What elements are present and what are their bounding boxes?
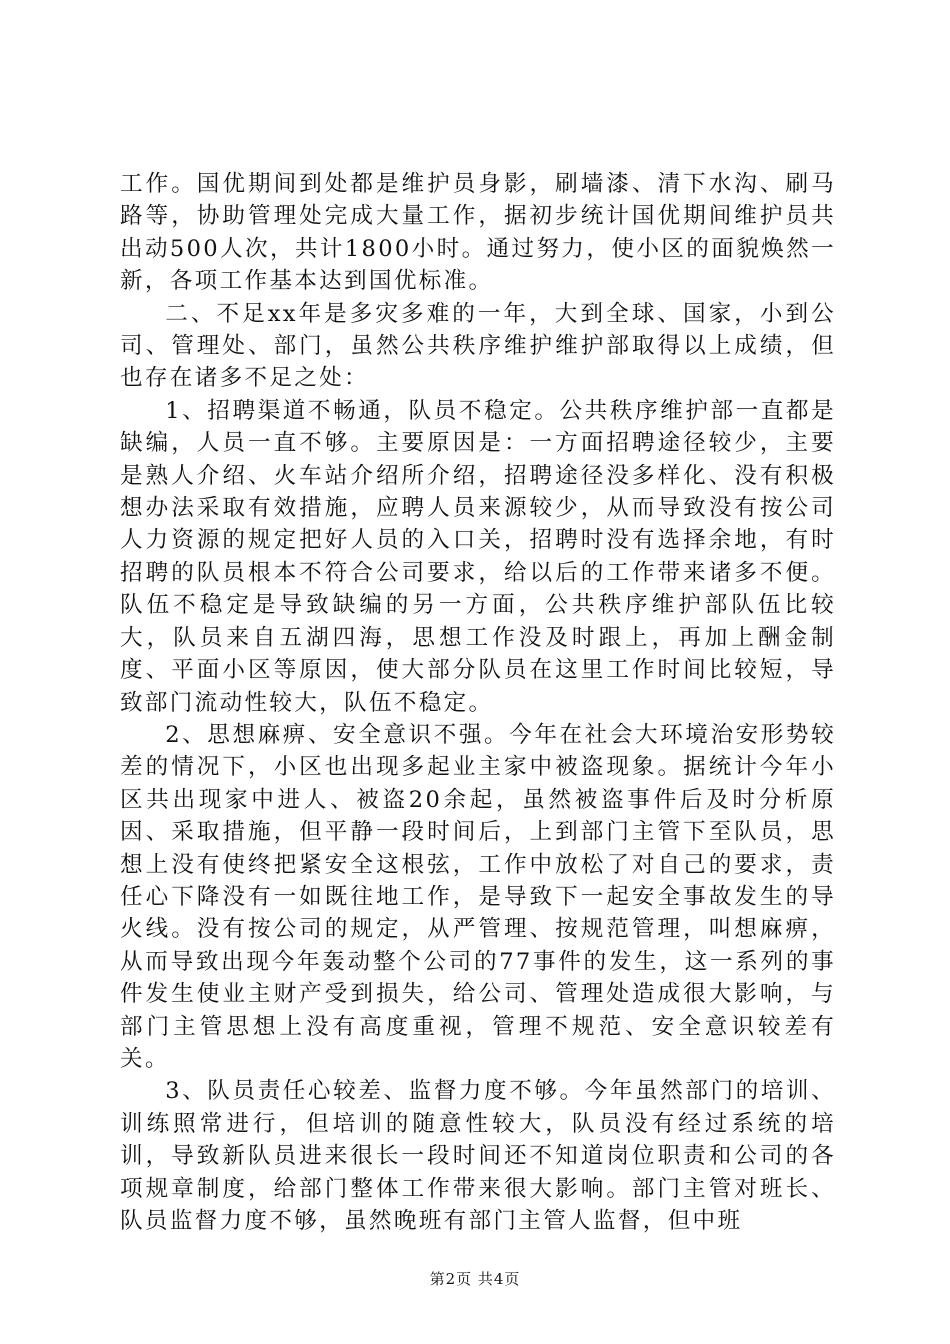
document-body — [120, 168, 836, 1237]
paragraph-recruitment: 1、招聘渠道不畅通，队员不稳定。公共秩序维护部一直都是缺编，人员一直不够。主要原因是：一方面招聘途径较少，主要是熟人介绍、火车站介绍所介绍，招聘途径没多样化、没有积极想办法采取有效措施，应聘人员来源较少，从而导致没有按公司人力资源的规定把好人员的入口关，招聘时没有选择余地，有时招聘的队员根本不符合公司要求，给以后的工作带来诸多不便。队伍不稳定是导致缺编的另一方面，公共秩序维护部队伍比较大，队员来自五湖四海，思想工作没及时跟上，再加上酬金制度、平面小区等原因，使大部分队员在这里工作时间比较短，导致部门流动性较大，队伍不稳定。 — [120, 397, 836, 716]
paragraph-responsibility: 3、队员责任心较差、监督力度不够。今年虽然部门的培训、训练照常进行，但培训的随意性较大，队员没有经过系统的培训，导致新队员进来很长一段时间还不知道岗位职责和公司的各项规章制度，给部门整体工作带来很大影响。部门主管对班长、队员监督力度不够，虽然晚班有部门主管人监督，但中班 — [120, 1078, 836, 1234]
paragraph-shortcomings-intro: 二、不足xx年是多灾多难的一年，大到全球、国家，小到公司、管理处、部门，虽然公共秩序维护维护部取得以上成绩，但也存在诸多不足之处： — [120, 300, 836, 392]
page-footer: 第2页 共4页 — [429, 1270, 521, 1288]
paragraph-safety-awareness: 2、思想麻痹、安全意识不强。今年在社会大环境治安形势较差的情况下，小区也出现多起业主家中被盗现象。据统计今年小区共出现家中进人、被盗20余起，虽然被盗事件后及时分析原因、采取措施，但平静一段时间后，上到部门主管下至队员，思想上没有使终把紧安全这根弦，工作中放松了对自己的要求，责任心下降没有一如既往地工作，是导致下一起安全事故发生的导火线。没有按公司的规定，从严管理、按规范管理，叫想麻痹，从而导致出现今年轰动整个公司的77事件的发生，这一系列的事件发生使业主财产受到损失，给公司、管理处造成很大影响，与部门主管思想上没有高度重视，管理不规范、安全意识较差有关。 — [120, 721, 836, 1072]
paragraph-continuation: 工作。国优期间到处都是维护员身影，刷墙漆、清下水沟、刷马路等，协助管理处完成大量工作，据初步统计国优期间维护员共出动500人次，共计1800小时。通过努力，使小区的面貌焕然一新，各项工作基本达到国优标准。 — [120, 171, 836, 295]
